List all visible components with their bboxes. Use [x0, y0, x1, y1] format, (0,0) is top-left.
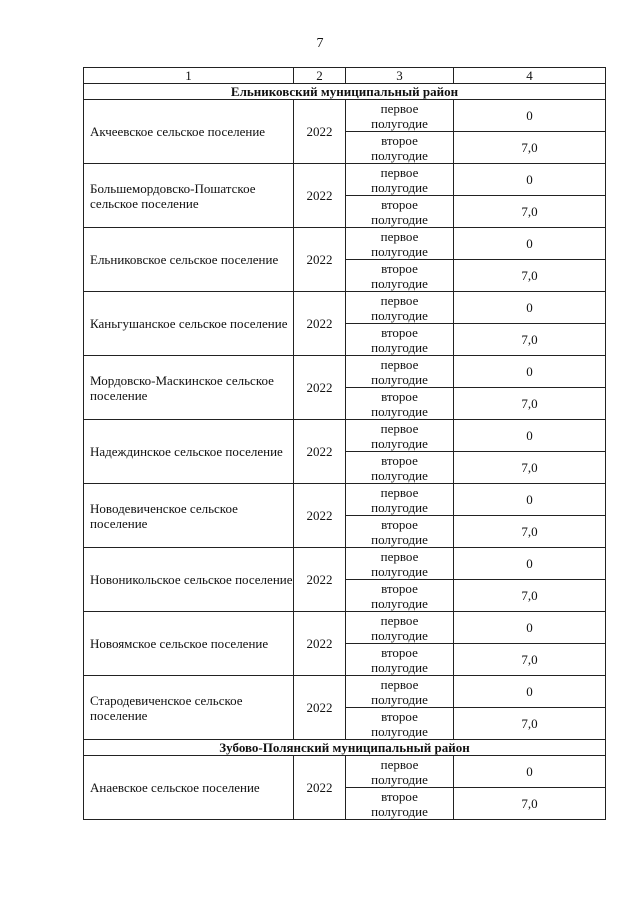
period-second-half [346, 260, 454, 292]
period-label-line: второе [381, 580, 418, 596]
period-label-line: полугодие [371, 531, 428, 547]
period-label-line: второе [381, 644, 418, 660]
period-label-line: первое [380, 356, 419, 372]
year-cell: 2022 [294, 612, 346, 676]
region-title: Зубово-Полянский муниципальный район [84, 740, 606, 756]
period-second-half [346, 580, 454, 612]
period-label-line: второе [381, 788, 418, 804]
period-label-line: полугодие [371, 467, 428, 483]
region-header-row [84, 84, 606, 100]
period-label-line: полугодие [371, 307, 428, 323]
period-label-line: второе [381, 196, 418, 212]
value-cell: 0 [454, 164, 606, 196]
period-label-line: полугодие [371, 659, 428, 675]
period-label-line: полугодие [371, 179, 428, 195]
period-second-half [346, 644, 454, 676]
settlement-name: Мордовско-Маскинское сельское поселение [84, 356, 294, 420]
period-label-line: полугодие [371, 147, 428, 163]
value-cell: 7,0 [454, 196, 606, 228]
settlement-name: Анаевское сельское поселение [84, 756, 294, 820]
table-row [84, 356, 606, 388]
period-first-half [346, 292, 454, 324]
year-cell: 2022 [294, 420, 346, 484]
period-label-line: полугодие [371, 563, 428, 579]
period-label-line: первое [380, 164, 419, 180]
settlement-name: Новоникольское сельское поселение [84, 548, 294, 612]
period-label-line: полугодие [371, 627, 428, 643]
table-row [84, 100, 606, 132]
period-first-half [346, 228, 454, 260]
period-first-half [346, 100, 454, 132]
period-label-line: полугодие [371, 499, 428, 515]
period-second-half [346, 324, 454, 356]
period-first-half [346, 676, 454, 708]
period-second-half [346, 788, 454, 820]
period-label-line: полугодие [371, 115, 428, 131]
value-cell: 0 [454, 356, 606, 388]
period-label-line: полугодие [371, 371, 428, 387]
period-label-line: первое [380, 228, 419, 244]
period-label-line: полугодие [371, 771, 428, 787]
period-first-half [346, 420, 454, 452]
value-cell: 0 [454, 228, 606, 260]
year-cell: 2022 [294, 548, 346, 612]
period-label-line: второе [381, 388, 418, 404]
year-cell: 2022 [294, 164, 346, 228]
period-label-line: первое [380, 292, 419, 308]
value-cell: 0 [454, 100, 606, 132]
period-first-half [346, 548, 454, 580]
period-label-line: полугодие [371, 723, 428, 739]
column-number-row [84, 68, 606, 84]
value-cell: 0 [454, 420, 606, 452]
period-label-line: полугодие [371, 243, 428, 259]
period-label-line: первое [380, 756, 419, 772]
table-row [84, 420, 606, 452]
period-label-line: первое [380, 484, 419, 500]
period-first-half [346, 356, 454, 388]
period-label-line: первое [380, 676, 419, 692]
period-label-line: полугодие [371, 595, 428, 611]
period-label-line: полугодие [371, 275, 428, 291]
period-label-line: полугодие [371, 211, 428, 227]
settlement-name: Новоямское сельское поселение [84, 612, 294, 676]
period-label-line: второе [381, 132, 418, 148]
period-label-line: полугодие [371, 403, 428, 419]
value-cell: 0 [454, 484, 606, 516]
settlement-name: Большемордовско-Пошатское сельское поселение [84, 164, 294, 228]
value-cell: 7,0 [454, 260, 606, 292]
value-cell: 7,0 [454, 388, 606, 420]
period-second-half [346, 516, 454, 548]
period-label-line: первое [380, 612, 419, 628]
value-cell: 0 [454, 676, 606, 708]
table-row [84, 164, 606, 196]
value-cell: 0 [454, 756, 606, 788]
period-second-half [346, 708, 454, 740]
year-cell: 2022 [294, 356, 346, 420]
period-second-half [346, 132, 454, 164]
table-row [84, 228, 606, 260]
period-label-line: первое [380, 420, 419, 436]
table-row [84, 292, 606, 324]
period-first-half [346, 612, 454, 644]
period-label-line: второе [381, 260, 418, 276]
value-cell: 7,0 [454, 324, 606, 356]
settlement-name: Акчеевское сельское поселение [84, 100, 294, 164]
table-row [84, 756, 606, 788]
page-number: 7 [316, 36, 324, 51]
settlement-name: Каньгушанское сельское поселение [84, 292, 294, 356]
table-row [84, 548, 606, 580]
settlement-name: Стародевиченское сельское поселение [84, 676, 294, 740]
value-cell: 0 [454, 612, 606, 644]
year-cell: 2022 [294, 228, 346, 292]
value-cell: 0 [454, 292, 606, 324]
year-cell: 2022 [294, 100, 346, 164]
period-second-half [346, 388, 454, 420]
period-label-line: второе [381, 708, 418, 724]
data-table [83, 67, 606, 820]
year-cell: 2022 [294, 756, 346, 820]
value-cell: 7,0 [454, 132, 606, 164]
period-label-line: второе [381, 452, 418, 468]
region-header-row [84, 740, 606, 756]
value-cell: 7,0 [454, 644, 606, 676]
period-label-line: полугодие [371, 803, 428, 819]
value-cell: 7,0 [454, 516, 606, 548]
period-label-line: полугодие [371, 339, 428, 355]
value-cell: 7,0 [454, 708, 606, 740]
period-label-line: полугодие [371, 435, 428, 451]
period-second-half [346, 452, 454, 484]
period-second-half [346, 196, 454, 228]
column-number: 3 [346, 68, 454, 84]
region-title: Ельниковский муниципальный район [84, 84, 606, 100]
period-label-line: первое [380, 100, 419, 116]
settlement-name: Новодевиченское сельское поселение [84, 484, 294, 548]
value-cell: 7,0 [454, 452, 606, 484]
column-number: 4 [454, 68, 606, 84]
period-label-line: второе [381, 324, 418, 340]
year-cell: 2022 [294, 484, 346, 548]
period-first-half [346, 484, 454, 516]
value-cell: 7,0 [454, 580, 606, 612]
period-first-half [346, 164, 454, 196]
year-cell: 2022 [294, 292, 346, 356]
period-label-line: первое [380, 548, 419, 564]
period-label-line: полугодие [371, 691, 428, 707]
period-label-line: второе [381, 516, 418, 532]
year-cell: 2022 [294, 676, 346, 740]
column-number: 1 [84, 68, 294, 84]
table-row [84, 676, 606, 708]
table-row [84, 484, 606, 516]
value-cell: 0 [454, 548, 606, 580]
table-row [84, 612, 606, 644]
settlement-name: Надеждинское сельское поселение [84, 420, 294, 484]
period-first-half [346, 756, 454, 788]
column-number: 2 [294, 68, 346, 84]
settlement-name: Ельниковское сельское поселение [84, 228, 294, 292]
value-cell: 7,0 [454, 788, 606, 820]
